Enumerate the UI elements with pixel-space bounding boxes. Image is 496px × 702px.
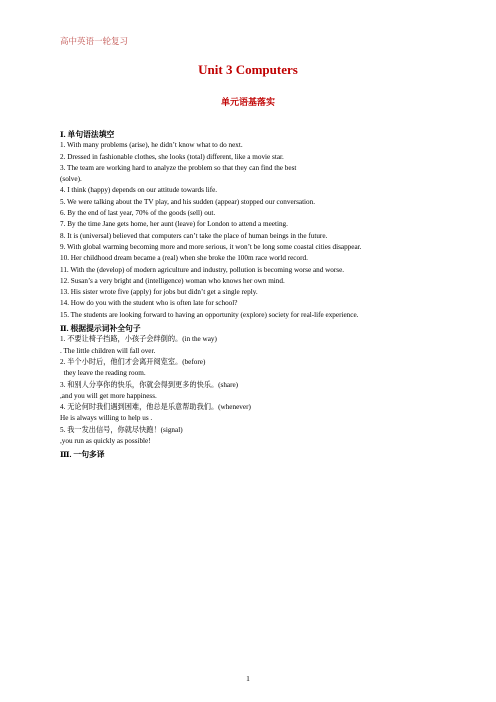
exercise-line: 8. It is (universal) believed that computers can’t take the place of human beings in the future. <box>60 231 328 240</box>
exercise-line: He is always willing to help us . <box>60 414 153 423</box>
page-number: 1 <box>246 674 250 683</box>
exercise-line: 1. 不要让椅子挡路，小孩子会绊倒的。(in the way) <box>60 335 217 344</box>
section-heading: Ⅰ. 单句语法填空 <box>60 130 115 139</box>
exercise-line: 10. Her childhood dream became a (real) when she broke the 100m race world record. <box>60 254 308 263</box>
exercise-line: 15. The students are looking forward to having an opportunity (explore) society for real-life experience. <box>60 310 359 319</box>
exercise-line: they leave the reading room. <box>60 369 146 378</box>
exercise-line: 12. Susan’s a very bright and (intelligence) woman who knows her own mind. <box>60 276 285 285</box>
exercise-line: 2. Dressed in fashionable clothes, she looks (total) different, like a movie star. <box>60 152 284 161</box>
exercise-line: ,and you will get more happiness. <box>60 391 157 400</box>
exercise-line: . The little children will fall over. <box>60 346 156 355</box>
exercise-line: (solve). <box>60 175 82 184</box>
exercise-line: 4. 无论何时我们遇到困难，他总是乐意帮助我们。(whenever) <box>60 403 251 412</box>
exercise-line: 1. With many problems (arise), he didn’t know what to do next. <box>60 141 243 150</box>
section-heading: Ⅱ. 根据提示词补全句子 <box>60 324 141 334</box>
exercise-line: 3. 和别人分享你的快乐，你就会得到更多的快乐。(share) <box>60 380 239 389</box>
page-subtitle: 单元语基落实 <box>220 97 275 107</box>
exercise-line: 14. How do you with the student who is often late for school? <box>60 299 238 308</box>
section-heading: Ⅲ. 一句多译 <box>60 450 105 460</box>
document-body <box>60 127 436 461</box>
exercise-line: 5. We were talking about the TV play, and his sudden (appear) stopped our conversation. <box>60 197 316 206</box>
exercise-line: 2. 半个小时后，他们才会离开阅览室。(before) <box>60 357 206 366</box>
exercise-line: 9. With global warming becoming more and more serious, it won’t be long some coastal cities disappear. <box>60 242 362 251</box>
exercise-line: 5. 我一发出信号，你就尽快跑！(signal) <box>60 425 183 434</box>
exercise-line: 4. I think (happy) depends on our attitude towards life. <box>60 186 218 195</box>
exercise-line: ,you run as quickly as possible! <box>60 437 151 446</box>
exercise-line: 7. By the time Jane gets home, her aunt (leave) for London to attend a meeting. <box>60 220 288 229</box>
exercise-line: 3. The team are working hard to analyze the problem so that they can find the best <box>60 163 297 172</box>
exercise-line: 11. With the (develop) of modern agriculture and industry, pollution is becoming worse and worse. <box>60 265 345 274</box>
exercise-line: 6. By the end of last year, 70% of the goods (sell) out. <box>60 209 216 218</box>
page-title: Unit 3 Computers <box>198 62 298 77</box>
header-note: 高中英语一轮复习 <box>60 36 129 46</box>
exercise-line: 13. His sister wrote five (apply) for jobs but didn’t get a single reply. <box>60 288 258 297</box>
